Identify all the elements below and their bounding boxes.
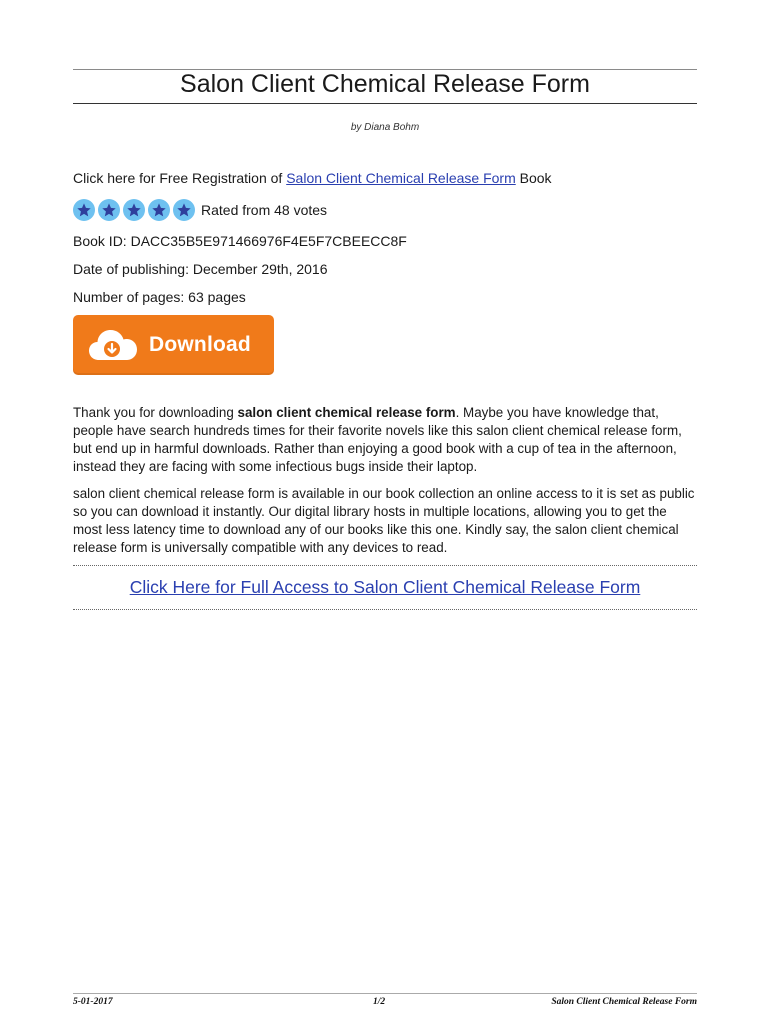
- star-icon: [98, 199, 120, 221]
- publish-date: Date of publishing: December 29th, 2016: [73, 261, 328, 277]
- star-icon: [73, 199, 95, 221]
- footer-title: Salon Client Chemical Release Form: [551, 997, 697, 1007]
- star-icon: [123, 199, 145, 221]
- access-bottom-rule: [73, 609, 697, 610]
- registration-prefix: Click here for Free Registration of: [73, 170, 287, 186]
- download-label: Download: [149, 333, 251, 356]
- intro-bold: salon client chemical release form: [237, 405, 456, 420]
- page-title: Salon Client Chemical Release Form: [180, 70, 590, 98]
- registration-link[interactable]: Salon Client Chemical Release Form: [286, 170, 516, 186]
- full-access-link[interactable]: Click Here for Full Access to Salon Client Chemical Release Form: [129, 577, 641, 597]
- star-icon: [148, 199, 170, 221]
- footer-date: 5-01-2017: [73, 997, 113, 1007]
- rating-text: Rated from 48 votes: [201, 202, 328, 218]
- intro-post: . Maybe you have knowledge that, people have search hundreds times for their favorite novels like this salon client chemical release form, but end up in harmful downloads. Rather than enjoying a good book with a cup of tea in the afternoon, instead they are facing with some infectious bugs inside their laptop.: [73, 405, 682, 474]
- intro-pre: Thank you for downloading: [73, 405, 238, 420]
- intro-paragraph: [73, 404, 699, 476]
- registration-line: [73, 170, 552, 186]
- full-access-line: [73, 577, 697, 598]
- page-count: Number of pages: 63 pages: [73, 289, 246, 305]
- registration-suffix: Book: [515, 170, 552, 186]
- access-top-rule: [73, 565, 697, 566]
- star-icon: [173, 199, 195, 221]
- cloud-download-icon: [87, 327, 139, 363]
- author-byline: by Diana Bohm: [350, 122, 420, 133]
- title-underline: [73, 103, 697, 104]
- rating-row: [73, 198, 327, 222]
- footer-page-number: 1/2: [373, 997, 386, 1007]
- download-button[interactable]: [73, 315, 274, 375]
- book-id: Book ID: DACC35B5E971466976F4E5F7CBEECC8F: [73, 233, 407, 249]
- availability-paragraph: salon client chemical release form is available in our book collection an online access to it is set as public so you can download it instantly. Our digital library hosts in multiple locations, allowing you to get the most less latency time to download any of our books like this one. Kindly say, the salon client chemical release form is universally compatible with any devices to read.: [73, 486, 695, 555]
- footer-rule: [73, 993, 697, 994]
